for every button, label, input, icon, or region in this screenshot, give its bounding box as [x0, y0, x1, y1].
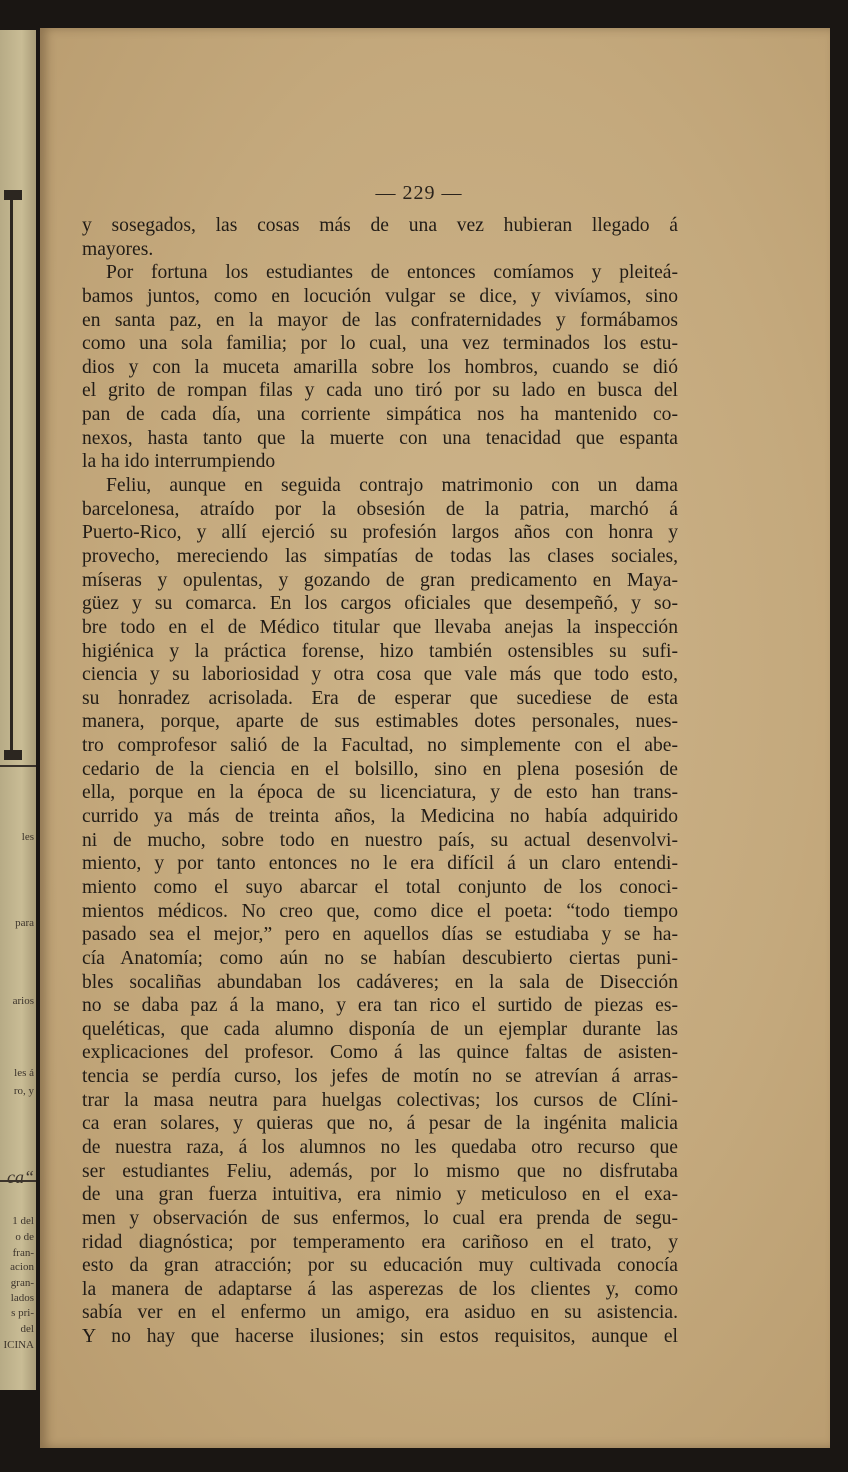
text-line: dios y con la muceta amarilla sobre los hombros, cuando se dió	[82, 356, 678, 378]
previous-page-text-fragment: 1 del	[12, 1215, 34, 1227]
previous-page-text-fragment: s pri-	[11, 1307, 34, 1319]
book-page	[40, 28, 830, 1448]
text-line: tencia se perdía curso, los jefes de motín no se atrevían á arras-	[82, 1066, 678, 1088]
previous-page-text-fragment: ICINA	[3, 1339, 34, 1351]
previous-page-text-fragment: acion	[10, 1261, 34, 1273]
text-line: bre todo en el de Médico titular que llevaba anejas la inspección	[82, 616, 678, 638]
text-line: la manera de adaptarse á las asperezas de los clientes y, como	[82, 1278, 678, 1300]
text-line: mayores.	[82, 238, 154, 260]
previous-page-text-fragment: les	[21, 831, 34, 843]
text-line: de una gran fuerza intuitiva, era nimio y meticuloso en el exa-	[82, 1184, 678, 1206]
text-line: barcelonesa, atraído por la obsesión de la patria, marchó á	[82, 498, 678, 520]
text-line: la ha ido interrumpiendo	[82, 451, 276, 473]
text-line: ella, porque en la época de su licenciatura, y de esto han trans-	[82, 782, 678, 804]
text-line: tro comprofesor salió de la Facultad, no simplemente con el abe-	[82, 735, 678, 757]
text-line: como una sola familia; por lo cual, una vez terminados los estu-	[82, 333, 678, 355]
text-line: esto da gran atracción; por su educación muy cultivada conocía	[82, 1255, 678, 1277]
previous-page-edge	[0, 30, 36, 1390]
text-line: güez y su comarca. En los cargos oficiales que desempeñó, y so-	[82, 593, 678, 615]
text-line: bamos juntos, como en locución vulgar se dice, y vivíamos, sino	[82, 285, 678, 307]
text-line: sabía ver en el enfermo un amigo, era asiduo en su asistencia.	[82, 1302, 678, 1324]
previous-page-text-fragment: para	[15, 917, 34, 929]
text-line: de nuestra raza, á los alumnos no les quedaba otro recurso que	[82, 1136, 678, 1158]
text-line: ciencia y su laboriosidad y otra cosa que vale más que todo esto,	[82, 664, 678, 686]
text-line: higiénica y la práctica forense, hizo también ostensibles su sufi-	[82, 640, 678, 662]
text-line: cía Anatomía; como aún no se habían descubierto ciertas puni-	[82, 947, 678, 969]
previous-page-text-fragment: ro, y	[13, 1085, 34, 1097]
previous-page-text-fragment: arios	[12, 995, 34, 1007]
text-line: manera, porque, aparte de sus estimables dotes personales, nues-	[82, 711, 678, 733]
text-line: Feliu, aunque en seguida contrajo matrimonio con un dama	[106, 475, 678, 497]
text-line: pasado sea el mejor,” pero en aquellos días se estudiaba y se ha-	[82, 924, 678, 946]
previous-page-text-fragment: ca“	[7, 1167, 34, 1187]
text-line: miento, y por tanto entonces no le era difícil á un claro entendi-	[82, 853, 678, 875]
text-line: trar la masa neutra para huelgas colectivas; los cursos de Clíni-	[82, 1089, 678, 1111]
text-line: no se daba paz á la mano, y era tan rico el surtido de piezas es-	[82, 995, 678, 1017]
previous-page-text-fragment: fran-	[12, 1247, 34, 1259]
text-line: bles socaliñas abundaban los cadáveres; en la sala de Disección	[82, 971, 678, 993]
body-text	[82, 214, 678, 1349]
text-line: pan de cada día, una corriente simpática nos ha mantenido co-	[82, 404, 678, 426]
text-line: provecho, mereciendo las simpatías de todas las clases sociales,	[82, 545, 678, 567]
previous-page-text-fragment: gran-	[10, 1277, 34, 1289]
text-line: Por fortuna los estudiantes de entonces comíamos y pleiteá-	[106, 262, 678, 284]
text-line: mientos médicos. No creo que, como dice el poeta: “todo tiempo	[82, 900, 678, 922]
text-line: su honradez acrisolada. Era de esperar que sucediese de esta	[82, 687, 678, 709]
previous-page-text-fragment: del	[20, 1323, 34, 1335]
text-line: el grito de rompan filas y cada uno tiró por su lado en busca del	[82, 380, 678, 402]
text-line: explicaciones del profesor. Como á las quince faltas de asisten-	[82, 1042, 678, 1064]
text-line: míseras y opulentas, y gozando de gran predicamento en Maya-	[82, 569, 678, 591]
text-line: queléticas, que cada alumno disponía de un ejemplar durante las	[82, 1018, 678, 1040]
text-line: Y no hay que hacerse ilusiones; sin estos requisitos, aunque el	[82, 1326, 678, 1348]
previous-page-text-fragment: lados	[10, 1292, 34, 1304]
text-line: en santa paz, en la mayor de las confraternidades y formábamos	[82, 309, 678, 331]
text-line: nexos, hasta tanto que la muerte con una tenacidad que espanta	[82, 427, 678, 449]
text-line: ca eran solares, y quieras que no, á pesar de la ingénita malicia	[82, 1113, 678, 1135]
text-line: ridad diagnóstica; por temperamento era cariñoso en el trato, y	[82, 1231, 678, 1253]
previous-page-fragments	[0, 30, 36, 1390]
text-line: miento como el suyo abarcar el total conjunto de los conoci-	[82, 876, 678, 898]
text-line: currido ya más de treinta años, la Medicina no había adquirido	[82, 806, 678, 828]
text-line: men y observación de sus enfermos, lo cual era prenda de segu-	[82, 1207, 678, 1229]
previous-page-text-fragment: o de	[15, 1231, 34, 1243]
text-line: y sosegados, las cosas más de una vez hubieran llegado á	[82, 215, 678, 236]
text-line: ser estudiantes Feliu, además, por lo mismo que no disfrutaba	[82, 1160, 678, 1182]
text-line: Puerto-Rico, y allí ejerció su profesión largos años con honra y	[82, 522, 678, 544]
text-line: cedario de la ciencia en el bolsillo, sino en plena posesión de	[82, 758, 678, 780]
page-number: — 229 —	[375, 182, 463, 204]
text-line: ni de mucho, sobre todo en nuestro país, su actual desenvolvi-	[82, 829, 678, 851]
previous-page-text-fragment: les á	[14, 1067, 34, 1079]
